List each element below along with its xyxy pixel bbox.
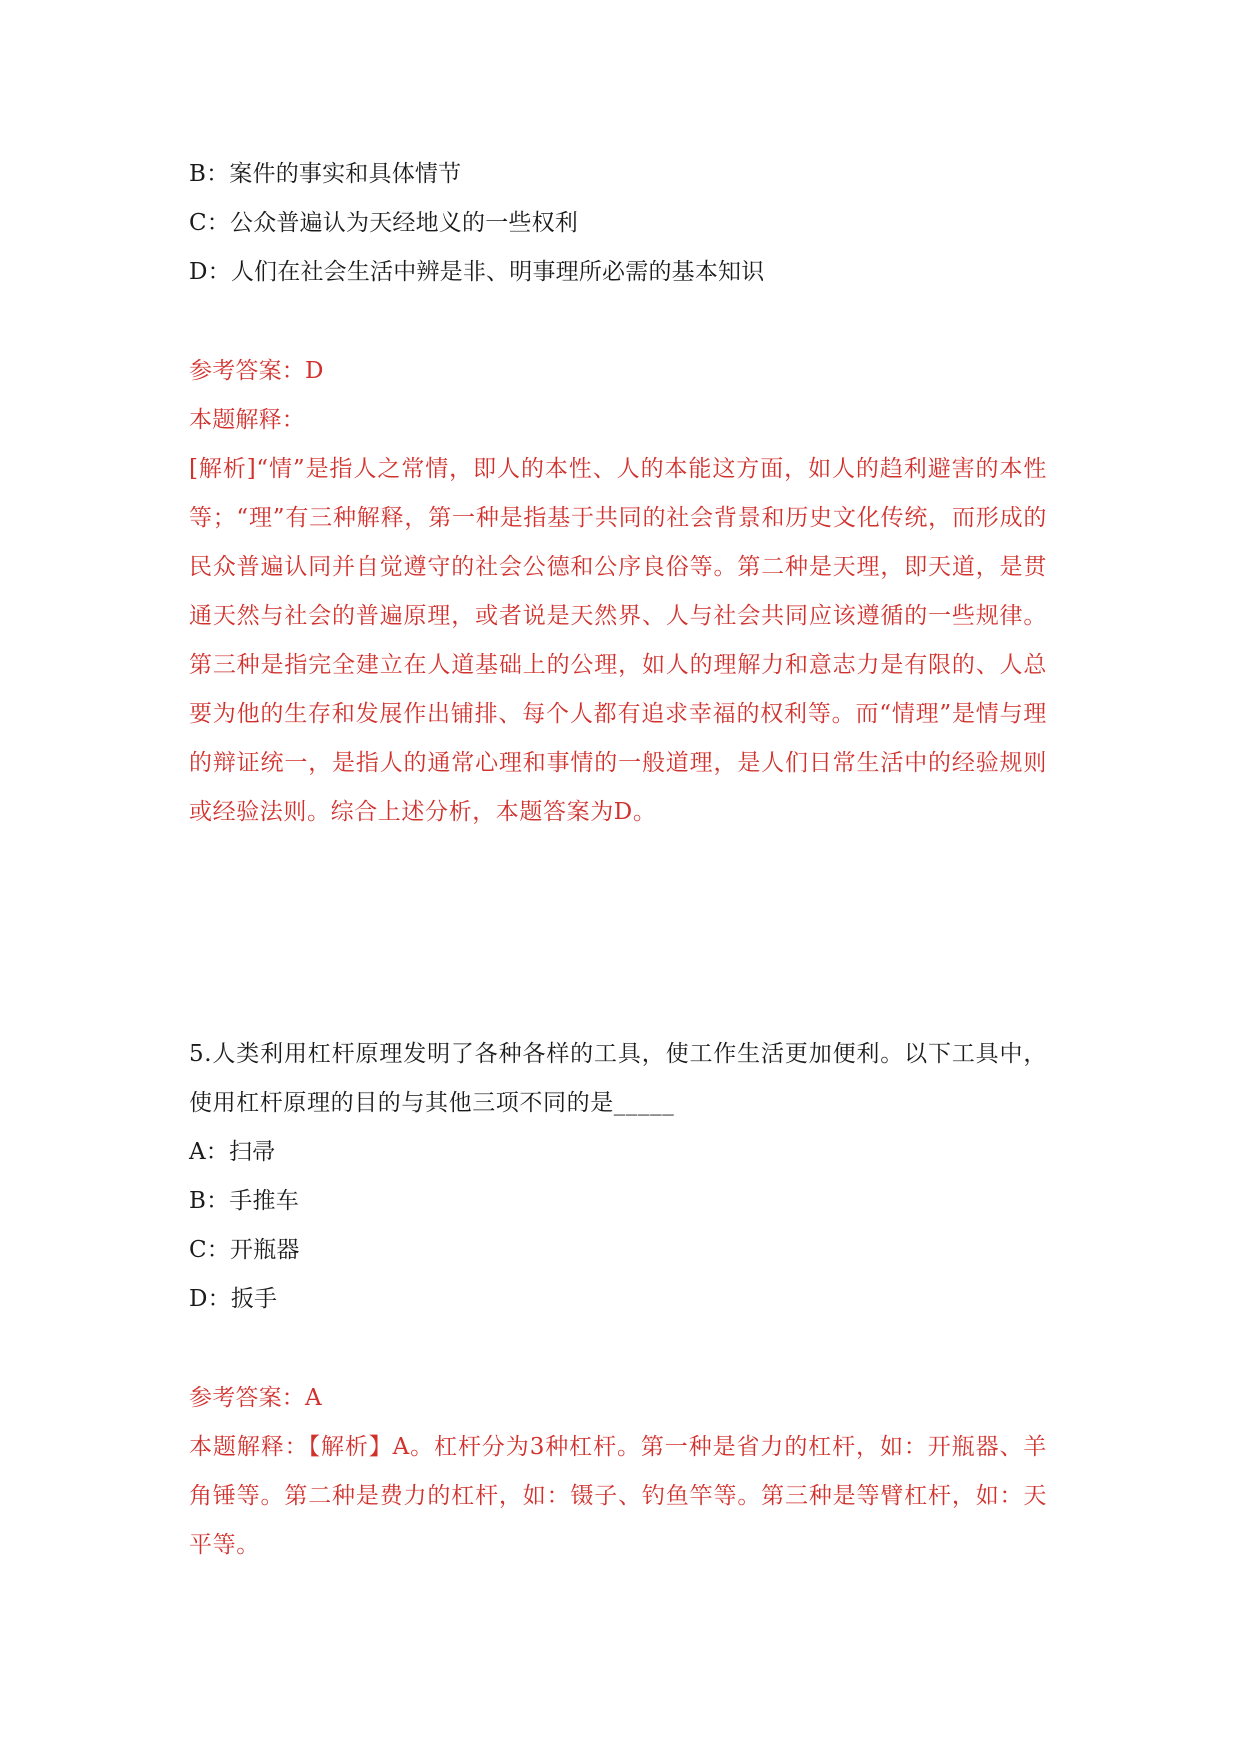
q4-option-c: C：公众普遍认为天经地义的一些权利 [189,210,578,236]
q4-explanation: [解析]“情”是指人之常情，即人的本性、人的本能这方面，如人的趋利避害的本性等；“理”有三种解释，第一种是指基于共同的社会背景和历史文化传统，而形成的民众普遍认同并自觉遵守的社会公德和公序良俗等。第二种是天理，即天道，是贯通天然与社会的普遍原理，或者说是天然界、人与社会共同应该遵循的一些规律。第三种是指完全建立在人道基础上的公理，如人的理解力和意志力是有限的、人总要为他的生存和发展作出铺排、每个人都有追求幸福的权利等。而“情理”是情与理的辩证统一，是指人的通常心理和事情的一般道理，是人们日常生活中的经验规则或经验法则。综合上述分析，本题答案为D。 [189,456,1047,825]
q5-option-a: A：扫帚 [189,1139,276,1165]
q5-option-b: B：手推车 [189,1188,299,1214]
q4-answer: 参考答案：D [189,358,324,384]
q5-answer: 参考答案：A [189,1385,322,1411]
q4-explanation-label: 本题解释： [189,407,305,433]
q5-question: 5.人类利用杠杆原理发明了各种各样的工具，使工作生活更加便利。以下工具中，使用杠杆原理的目的与其他三项不同的是_____ [189,1041,1047,1116]
q5-explanation: 本题解释：【解析】A。杠杆分为3种杠杆。第一种是省力的杠杆，如：开瓶器、羊角锤等。第二种是费力的杠杆，如：镊子、钓鱼竿等。第三种是等臂杠杆，如：天平等。 [189,1434,1047,1558]
q5-option-c: C：开瓶器 [189,1237,300,1263]
q5-option-d: D：扳手 [189,1286,278,1312]
q4-option-b: B：案件的事实和具体情节 [189,161,462,187]
q4-option-d: D：人们在社会生活中辨是非、明事理所必需的基本知识 [189,259,765,285]
